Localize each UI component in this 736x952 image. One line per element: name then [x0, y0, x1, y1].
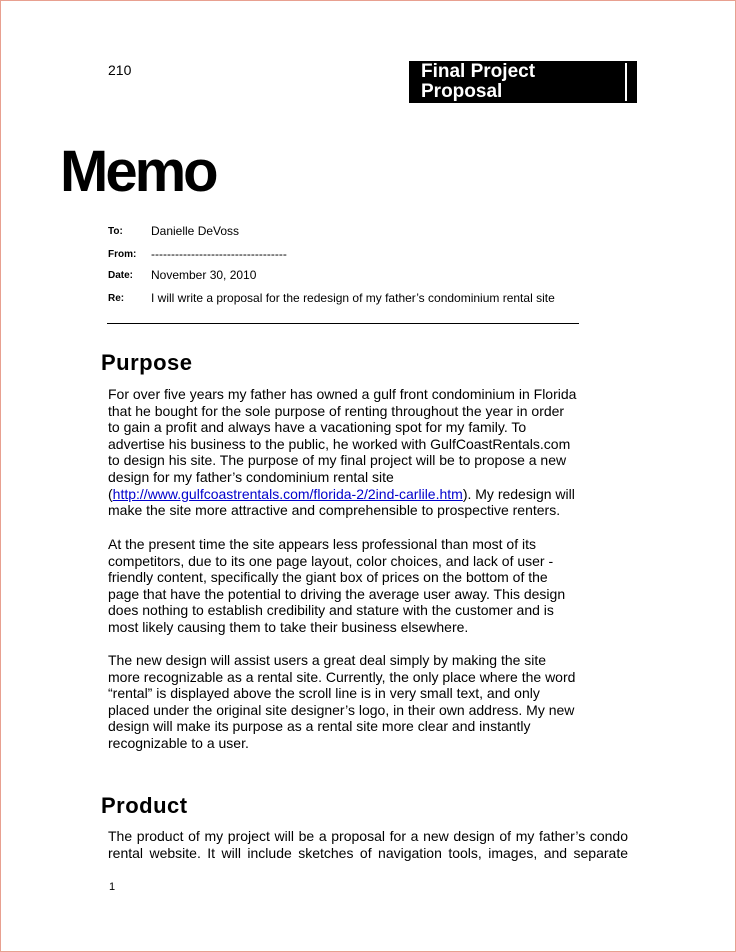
to-value: Danielle DeVoss	[151, 224, 240, 238]
title-line-1: Final Project	[421, 61, 536, 82]
title-box-rule	[625, 63, 627, 101]
purpose-paragraph-2: At the present time the site appears less professional than most of its competitors, due to its one page layout, color choices, and lack of user - friendly content, specifically the giant box of prices on the bottom of the page that have the potential to driving the average user away. This design does nothing to establish credibility and stature with the customer and is most likely causing them to take their business elsewhere.	[108, 536, 566, 635]
title-line-2: Proposal	[421, 81, 503, 102]
product-heading: Product	[101, 793, 188, 818]
product-line-1: The product of my project will be a proposal for a new design of my father’s condo	[108, 828, 628, 844]
memo-title: Memo	[60, 139, 216, 204]
date-value: November 30, 2010	[151, 268, 257, 282]
footer-page-number: 1	[109, 881, 116, 893]
title-box	[409, 61, 637, 103]
purpose-p1-text-before: For over five years my father has owned a gulf front condominium in Florida that he bought for the sole purpose of renting throughout the year in order to gain a profit and always have a vacationing spot for my family. To advertise his business to the public, he worked with GulfCoastRentals.com to design his site. The purpose of my final project will be to propose a new design for my father’s condominium rental site (	[108, 386, 577, 502]
purpose-heading: Purpose	[101, 350, 193, 375]
product-line-2: rental website. It will include sketches of navigation tools, images, and separate	[108, 845, 628, 861]
purpose-paragraph-3: The new design will assist users a great deal simply by making the site more recognizable as a rental site. Currently, the only place where the word “rental” is displayed above the scroll line is in very small text, and only placed under the original site designer’s logo, in their own address. My new design will make its purpose as a rental site more clear and instantly recognizable to a user.	[108, 652, 576, 751]
date-label: Date:	[108, 270, 134, 281]
from-value: ----------------------------------	[151, 247, 287, 261]
re-label: Re:	[108, 293, 125, 304]
condo-site-link[interactable]: http://www.gulfcoastrentals.com/florida-2/2ind-carlile.htm	[112, 485, 463, 502]
purpose-p1-text-after: ). My redesign will make the site more attractive and comprehensible to prospective renters.	[108, 485, 575, 519]
purpose-paragraph-1	[108, 386, 578, 519]
re-value: I will write a proposal for the redesign of my father’s condominium rental site	[151, 291, 555, 305]
memo-divider	[107, 323, 579, 324]
to-label: To:	[108, 226, 123, 237]
header-page-number: 210	[108, 62, 132, 78]
from-label: From:	[108, 249, 137, 260]
